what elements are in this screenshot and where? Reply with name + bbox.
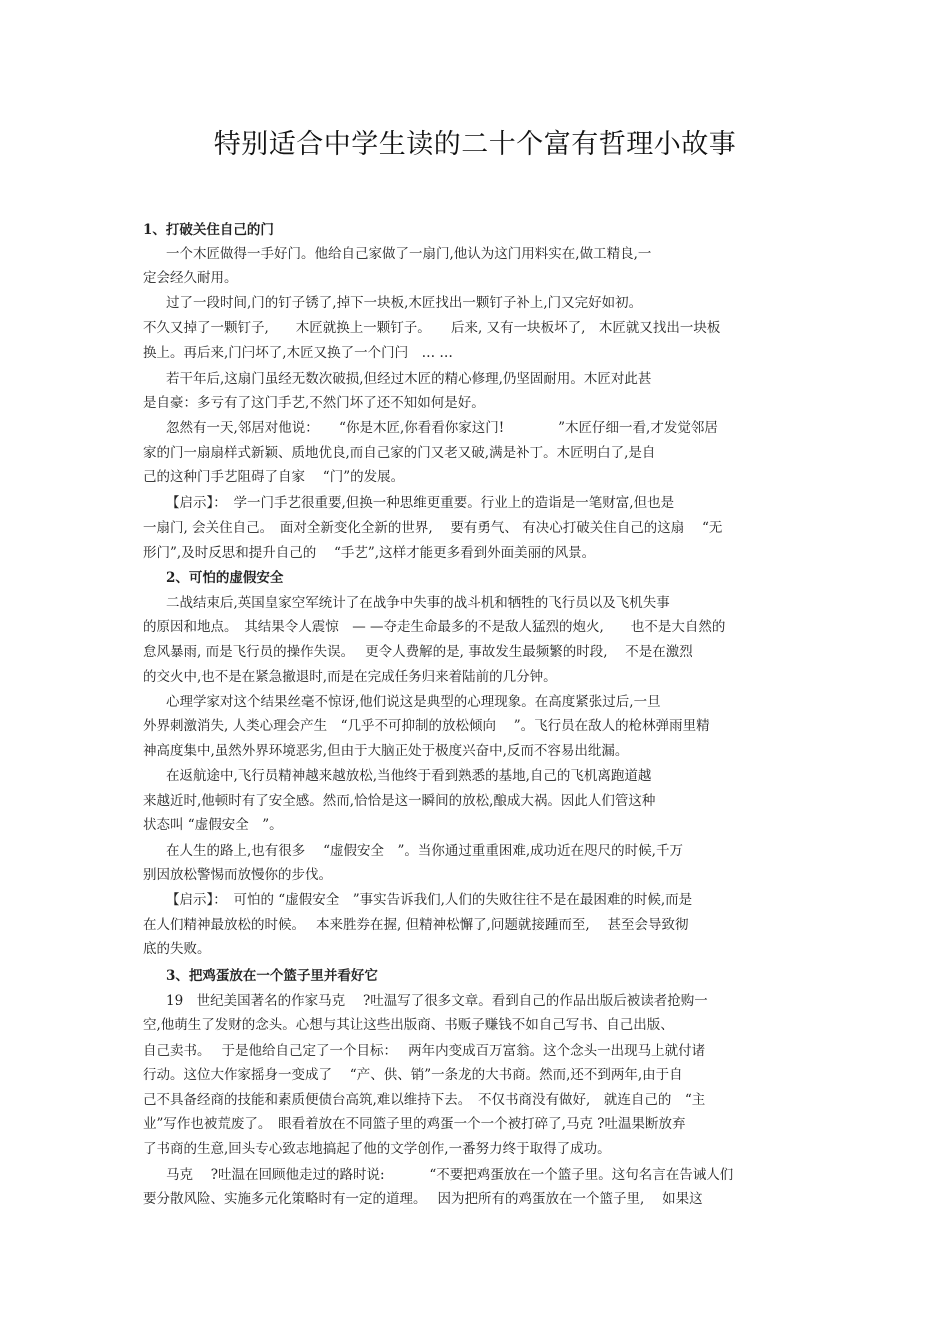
page-title: 特别适合中学生读的二十个富有哲理小故事	[213, 129, 737, 160]
paragraph-line: 怠风暴雨, 而是飞行员的操作失误。 更令人费解的是, 事故发生最频繁的时段, 不是在激烈	[143, 644, 693, 660]
paragraph-line: 忽然有一天,邻居对他说： “你是木匠,你看看你家这门! ”木匠仔细一看,才发觉邻居	[166, 420, 718, 436]
paragraph-line: 过了一段时间,门的钉子锈了,掉下一块板,木匠找出一颗钉子补上,门又完好如初。	[166, 295, 643, 311]
paragraph-line: 状态叫 “虚假安全 ”。	[143, 817, 283, 833]
paragraph-line: 业”写作也被荒废了。 眼看着放在不同篮子里的鸡蛋一个一个被打碎了,马克 ?吐温果断放弃	[143, 1116, 686, 1132]
paragraph-line: 来越近时,他顿时有了安全感。然而,恰恰是这一瞬间的放松,酿成大祸。因此人们管这种	[143, 793, 656, 809]
paragraph-line: 换上。再后来,门闩坏了,木匠又换了一个门闩 … …	[143, 345, 453, 361]
paragraph-line: 了书商的生意,回头专心致志地搞起了他的文学创作,一番努力终于取得了成功。	[143, 1141, 611, 1157]
paragraph-line: 定会经久耐用。	[143, 270, 238, 286]
paragraph-line: 在人们精神最放松的时候。 本来胜券在握, 但精神松懈了,问题就接踵而至, 甚至会导致彻	[143, 917, 689, 933]
paragraph-line: 在返航途中,飞行员精神越来越放松,当他终于看到熟悉的基地,自己的飞机离跑道越	[166, 768, 652, 784]
paragraph-line: 在人生的路上,也有很多 “虚假安全 ”。当你通过重重困难,成功近在咫尺的时候,千万	[166, 843, 683, 859]
paragraph-line: 形门”,及时反思和提升自己的 “手艺”,这样才能更多看到外面美丽的风景。	[143, 545, 596, 561]
paragraph-line: 行动。这位大作家摇身一变成了 “产、供、销”一条龙的大书商。然而,还不到两年,由于自	[143, 1067, 683, 1083]
paragraph-line: 不久又掉了一颗钉子, 木匠就换上一颗钉子。 后来, 又有一块板坏了, 木匠就又找出一块板	[143, 320, 721, 336]
paragraph-line: 己的这种门手艺阻碍了自家 “门”的发展。	[143, 469, 405, 485]
paragraph-line: 别因放松警惕而放慢你的步伐。	[143, 867, 332, 883]
paragraph-line: 神高度集中,虽然外界环境恶劣,但由于大脑正处于极度兴奋中,反而不容易出纰漏。	[143, 743, 629, 759]
paragraph-line: 要分散风险、实施多元化策略时有一定的道理。 因为把所有的鸡蛋放在一个篮子里, 如果这	[143, 1191, 703, 1207]
paragraph-line: 底的失败。	[143, 941, 211, 957]
paragraph-line: 空,他萌生了发财的念头。心想与其让这些出版商、书贩子赚钱不如自己写书、自己出版、	[143, 1017, 674, 1033]
paragraph-line: 是自豪：多亏有了这门手艺,不然门坏了还不知如何是好。	[143, 395, 485, 411]
paragraph-line: 一个木匠做得一手好门。他给自己家做了一扇门,他认为这门用料实在,做工精良,一	[166, 246, 652, 262]
section-heading: 2、可怕的虚假安全	[166, 570, 284, 586]
paragraph-line: 外界刺激消失, 人类心理会产生 “几乎不可抑制的放松倾向 ”。飞行员在敌人的枪林弹雨里精	[143, 718, 710, 734]
paragraph-line: 19 世纪美国著名的作家马克 ?吐温写了很多文章。看到自己的作品出版后被读者抢购一	[166, 993, 708, 1009]
paragraph-line: 若干年后,这扇门虽经无数次破损,但经过木匠的精心修理,仍坚固耐用。木匠对此甚	[166, 371, 652, 387]
paragraph-line: 的原因和地点。 其结果令人震惊 — —夺走生命最多的不是敌人猛烈的炮火, 也不是大自然的	[143, 619, 726, 635]
paragraph-line: 马克 ?吐温在回顾他走过的路时说: “不要把鸡蛋放在一个篮子里。这句名言在告诫人们	[166, 1167, 734, 1183]
insight-line: 【启示】： 学一门手艺很重要,但换一种思维更重要。行业上的造诣是一笔财富,但也是	[166, 495, 675, 511]
paragraph-line: 一扇门, 会关住自己。 面对全新变化全新的世界, 要有勇气、 有决心打破关住自己的这扇 “无	[143, 520, 723, 536]
section-heading: 3、把鸡蛋放在一个篮子里并看好它	[166, 968, 378, 984]
section-heading: 1、打破关住自己的门	[143, 222, 274, 238]
paragraph-line: 二战结束后,英国皇家空军统计了在战争中失事的战斗机和牺牲的飞行员以及飞机失事	[166, 595, 670, 611]
paragraph-line: 家的门一扇扇样式新颖、质地优良,而自己家的门又老又破,满是补丁。木匠明白了,是自	[143, 445, 656, 461]
paragraph-line: 的交火中,也不是在紧急撤退时,而是在完成任务归来着陆前的几分钟。	[143, 669, 557, 685]
paragraph-line: 自己卖书。 于是他给自己定了一个目标： 两年内变成百万富翁。这个念头一出现马上就付诸	[143, 1043, 706, 1059]
paragraph-line: 心理学家对这个结果丝毫不惊讶,他们说这是典型的心理现象。在高度紧张过后,一旦	[166, 694, 661, 710]
insight-line: 【启示】： 可怕的 “虚假安全 ”事实告诉我们,人们的失败往往不是在最困难的时候,而是	[166, 892, 693, 908]
paragraph-line: 己不具备经商的技能和素质便债台高筑,难以维持下去。 不仅书商没有做好, 就连自己的 “主	[143, 1092, 706, 1108]
